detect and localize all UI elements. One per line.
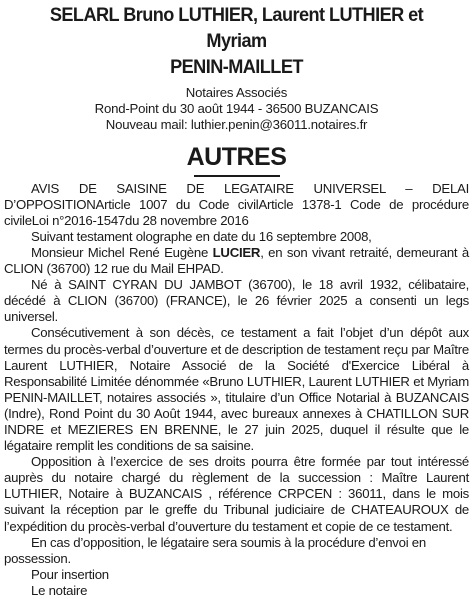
- deposit-paragraph: Consécutivement à son décès, ce testament a fait l’objet d’un dépôt aux termes du procès-verbal d’ouverture et de description de testament reçu par Maître Laurent LUTHIER, Notaire Associé de la Société d'Exercice Libéral à Responsabilité Limitée dénommée «Bruno LUTHIER, Laurent LUTHIER et Myriam PENIN-MAILLET, notaires associés », titulaire d’un Office Notarial à BUZANCAIS (Indre), Rond Point du 30 Août 1944, avec bureaux annexes à CHATILLON SUR INDRE et MEZIERES EN BRENNE, le 27 juin 2025, duquel il résulte que le légataire remplit les conditions de sa saisine.: [4, 325, 469, 454]
- firm-name: [20, 2, 452, 80]
- testator-intro: Monsieur Michel René Eugène: [31, 244, 213, 260]
- testator-paragraph: [4, 245, 469, 277]
- testament-date-paragraph: Suivant testament olographe en date du 16 septembre 2008,: [31, 228, 372, 244]
- insertion-line: Pour insertion: [31, 566, 109, 582]
- office-email: Nouveau mail: luthier.penin@36011.notaires.fr: [105, 117, 368, 133]
- notice-body: [4, 181, 469, 599]
- possession-paragraph: En cas d’opposition, le légataire sera soumis à la procédure d’envoi en possession.: [4, 534, 426, 566]
- office-type: Notaires Associés: [185, 85, 288, 100]
- signature-line: Le notaire: [31, 582, 88, 598]
- birth-death-paragraph: Né à SAINT CYRAN DU JAMBOT (36700), le 18 avril 1932, célibataire, décédé à CLION (36700) (FRANCE), le 26 février 2025 a consenti un legs universel.: [4, 277, 469, 325]
- opposition-paragraph: Opposition à l’exercice de ses droits pourra être formée par tout intéressé auprès du notaire chargé du règlement de la succession : Maître Laurent LUTHIER, Notaire à BUZANCAIS , référence CRPCEN : 36011, dans le mois suivant la réception par le greffe du Tribunal judiciaire de CHATEAUROUX de l’expédition du procès-verbal d’ouverture du testament et copie de ce testament.: [4, 454, 469, 534]
- firm-name-line-2: PENIN-MAILLET: [170, 56, 303, 78]
- section-title: AUTRES: [186, 142, 287, 171]
- testator-residence: , en son vivant retraité, demeurant à CLION (36700) 12 rue du Mail EHPAD.: [4, 244, 469, 277]
- title-underline: [194, 175, 280, 177]
- firm-name-line-1: SELARL Bruno LUTHIER, Laurent LUTHIER et Myriam: [49, 4, 424, 52]
- notice-heading-paragraph: AVIS DE SAISINE DE LEGATAIRE UNIVERSEL – DELAI D’OPPOSITIONArticle 1007 du Code civilArticle 1378-1 Code de procédure civileLoi n°2016-1547du 28 novembre 2016: [4, 180, 469, 228]
- office-details: [4, 85, 469, 134]
- testator-surname: LUCIER: [212, 244, 261, 260]
- office-address: Rond-Point du 30 août 1944 - 36500 BUZANCAIS: [94, 101, 379, 117]
